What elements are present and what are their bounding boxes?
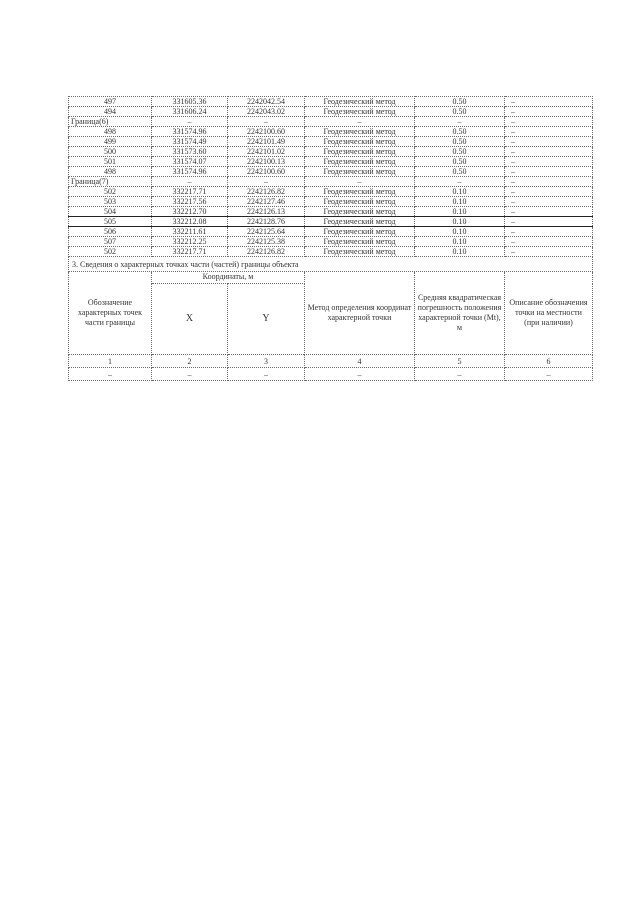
column-number: 5: [415, 355, 505, 368]
method: Геодезический метод: [305, 227, 415, 237]
coord-x: 332212.70: [152, 207, 228, 217]
mt: –: [415, 117, 505, 127]
description: –: [505, 177, 593, 187]
coord-x: 331574.96: [152, 167, 228, 177]
coord-x: 331574.49: [152, 137, 228, 147]
header-x: X: [152, 284, 228, 355]
description: –: [505, 197, 593, 207]
coord-x: 331605.36: [152, 97, 228, 107]
coord-y: 2242126.13: [228, 207, 305, 217]
coord-y: 2242101.49: [228, 137, 305, 147]
point-id: 498: [69, 167, 152, 177]
mt: 0.10: [415, 197, 505, 207]
table-row: [69, 107, 593, 117]
empty-cell: –: [305, 368, 415, 381]
subsection-row: [69, 177, 593, 187]
coord-x: 331574.07: [152, 157, 228, 167]
description: –: [505, 227, 593, 237]
point-id: 497: [69, 97, 152, 107]
description: –: [505, 207, 593, 217]
mt: 0.50: [415, 97, 505, 107]
table-row: [69, 157, 593, 167]
table-row: [69, 137, 593, 147]
empty-cell: –: [152, 368, 228, 381]
point-id: 498: [69, 127, 152, 137]
header-row: [69, 272, 593, 284]
coord-y: 2242126.82: [228, 247, 305, 257]
point-id: 499: [69, 137, 152, 147]
method: Геодезический метод: [305, 107, 415, 117]
method: Геодезический метод: [305, 197, 415, 207]
empty-cell: –: [69, 368, 152, 381]
coord-y: 2242125.38: [228, 237, 305, 247]
method: Геодезический метод: [305, 97, 415, 107]
column-number: 4: [305, 355, 415, 368]
coord-y: 2242100.60: [228, 127, 305, 137]
subsection-label: Граница(6): [69, 117, 152, 127]
point-id: 500: [69, 147, 152, 157]
mt: –: [415, 177, 505, 187]
coord-y: 2242128.76: [228, 217, 305, 227]
coord-y: 2242127.46: [228, 197, 305, 207]
subsection-row: [69, 117, 593, 127]
point-id: 504: [69, 207, 152, 217]
method: Геодезический метод: [305, 207, 415, 217]
table-row: [69, 127, 593, 137]
table-row: [69, 197, 593, 207]
section-title: 3. Сведения о характерных точках части (частей) границы объекта: [69, 257, 593, 272]
point-id: 505: [69, 217, 152, 227]
method: Геодезический метод: [305, 167, 415, 177]
mt: 0.10: [415, 207, 505, 217]
table-row: [69, 147, 593, 157]
coord-y: 2242100.60: [228, 167, 305, 177]
coord-x: 332211.61: [152, 227, 228, 237]
mt: 0.10: [415, 247, 505, 257]
method: Геодезический метод: [305, 247, 415, 257]
mt: 0.50: [415, 157, 505, 167]
coord-x: 332212.25: [152, 237, 228, 247]
header-coordinates: Координаты, м: [152, 272, 305, 284]
header-mean-square-error: Средняя квадратическая погрешность положения характерной точки (Mt), м: [415, 272, 505, 355]
empty-row: [69, 368, 593, 381]
coord-y: –: [228, 117, 305, 127]
point-id: 502: [69, 187, 152, 197]
method: Геодезический метод: [305, 217, 415, 227]
mt: 0.50: [415, 127, 505, 137]
description: –: [505, 97, 593, 107]
description: –: [505, 187, 593, 197]
column-number: 3: [228, 355, 305, 368]
coord-x: 332212.08: [152, 217, 228, 227]
method: Геодезический метод: [305, 147, 415, 157]
mt: 0.10: [415, 227, 505, 237]
description: –: [505, 117, 593, 127]
coord-x: 331573.60: [152, 147, 228, 157]
section-title-row: [69, 257, 593, 272]
coord-y: –: [228, 177, 305, 187]
coord-x: 331606.24: [152, 107, 228, 117]
method: Геодезический метод: [305, 237, 415, 247]
header-point-designation: Обозначение характерных точек части границы: [69, 272, 152, 355]
table-row: [69, 227, 593, 237]
method: –: [305, 117, 415, 127]
coord-y: 2242125.64: [228, 227, 305, 237]
boundary-points-table: [68, 96, 593, 381]
coord-x: 332217.71: [152, 247, 228, 257]
description: –: [505, 247, 593, 257]
description: –: [505, 217, 593, 227]
table-row: [69, 217, 593, 227]
empty-cell: –: [415, 368, 505, 381]
subsection-label: Граница(7): [69, 177, 152, 187]
point-id: 502: [69, 247, 152, 257]
table-row: [69, 187, 593, 197]
coord-x: 331574.96: [152, 127, 228, 137]
column-number: 1: [69, 355, 152, 368]
description: –: [505, 147, 593, 157]
description: –: [505, 157, 593, 167]
method: Геодезический метод: [305, 127, 415, 137]
mt: 0.50: [415, 137, 505, 147]
method: Геодезический метод: [305, 157, 415, 167]
coord-y: 2242100.13: [228, 157, 305, 167]
header-method: Метод определения координат характерной точки: [305, 272, 415, 355]
mt: 0.10: [415, 217, 505, 227]
table-row: [69, 207, 593, 217]
header-description: Описание обозначения точки на местности (при наличии): [505, 272, 593, 355]
point-id: 501: [69, 157, 152, 167]
table-row: [69, 167, 593, 177]
column-number: 6: [505, 355, 593, 368]
mt: 0.50: [415, 167, 505, 177]
empty-cell: –: [505, 368, 593, 381]
table-row: [69, 247, 593, 257]
method: –: [305, 177, 415, 187]
column-number: 2: [152, 355, 228, 368]
description: –: [505, 167, 593, 177]
mt: 0.50: [415, 107, 505, 117]
empty-cell: –: [228, 368, 305, 381]
description: –: [505, 137, 593, 147]
mt: 0.10: [415, 187, 505, 197]
description: –: [505, 237, 593, 247]
coord-x: –: [152, 117, 228, 127]
mt: 0.10: [415, 237, 505, 247]
method: Геодезический метод: [305, 137, 415, 147]
point-id: 506: [69, 227, 152, 237]
point-id: 494: [69, 107, 152, 117]
description: –: [505, 107, 593, 117]
point-id: 503: [69, 197, 152, 207]
mt: 0.50: [415, 147, 505, 157]
coord-y: 2242042.54: [228, 97, 305, 107]
table-row: [69, 97, 593, 107]
coord-y: 2242043.02: [228, 107, 305, 117]
coord-x: 332217.71: [152, 187, 228, 197]
coord-y: 2242126.82: [228, 187, 305, 197]
table-row: [69, 237, 593, 247]
description: –: [505, 127, 593, 137]
coord-x: 332217.56: [152, 197, 228, 207]
point-id: 507: [69, 237, 152, 247]
column-number-row: [69, 355, 593, 368]
header-y: Y: [228, 284, 305, 355]
coord-x: –: [152, 177, 228, 187]
coord-y: 2242101.02: [228, 147, 305, 157]
method: Геодезический метод: [305, 187, 415, 197]
